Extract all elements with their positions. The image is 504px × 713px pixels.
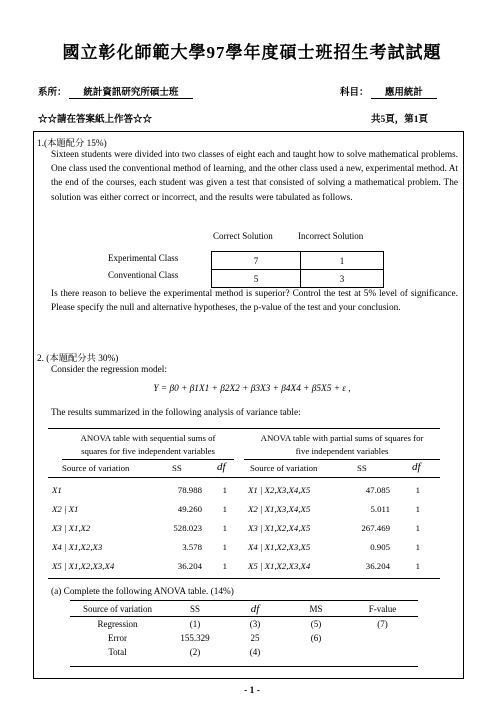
table-cell: 1 [415,522,420,533]
table-cell: 5.011 [370,503,390,514]
table-cell: (7) [377,619,388,629]
anova-top-rule [48,428,440,429]
table-row [52,537,227,556]
table-cell: 155.329 [180,633,210,643]
table-cell: X4 | X1,X2,X3,X5 [248,541,311,552]
table-header-row [70,602,418,617]
anova2-bottom-rule [70,666,418,667]
sequential-title [62,432,234,458]
department-line [38,84,193,99]
table-cell: 78.988 [177,484,202,495]
table-header: Source of variation [83,604,152,614]
table-cell: 1 [222,503,227,514]
table-cell: 1 [415,503,420,514]
q1-table [211,251,384,288]
page-info: 共5頁，第1頁 [371,115,429,125]
table-row [52,556,227,575]
part-col-source: Source of variation [250,463,318,473]
table-row [248,556,420,575]
table-cell: 1 [415,541,420,552]
partial-title-line2: five independent variables [295,446,389,456]
subject-label: 科目： [340,88,369,98]
table-cell: 1 [301,252,384,270]
table-cell [285,645,347,659]
table-row [52,480,227,499]
table-cell: (3) [249,619,261,629]
q2-heading: 2. (本題配分共 30%) [37,354,119,364]
table-cell: Error [108,633,127,643]
sequential-title-line2: squares for five independent variables [81,446,215,456]
table-cell: (1) [189,619,201,629]
table-header: df [250,603,260,615]
dept-label: 系所： [38,88,67,98]
seq-col-source: Source of variation [62,463,130,473]
table-cell: 25 [250,633,260,643]
seq-col-ss: SS [172,463,182,473]
table-cell: X5 | X1,X2,X3,X4 [248,560,311,571]
table-cell: 1 [222,541,227,552]
table-cell: Regression [97,619,138,629]
q1-question: Is there reason to believe the experimental method is superior? Control the test at 5% level of significance. Please specify the null and alternative hypotheses, the p-value of the test and your conclusion. [51,289,458,314]
q1-col-header-correct: Correct Solution [213,231,273,241]
table-cell: 36.204 [177,560,202,571]
table-cell: X2 | X1,X3,X4,X5 [248,503,311,514]
table-cell: X3 | X1,X2,X4,X5 [248,522,311,533]
table-cell: X1 | X2,X3,X4,X5 [248,484,311,495]
anova-header-rule [48,477,440,478]
table-cell: X5 | X1,X2,X3,X4 [52,560,115,571]
table-cell: 0.905 [370,541,390,552]
seq-col-df: df [217,461,226,473]
table-cell: 3.578 [182,541,202,552]
table-row [248,499,420,518]
table-cell: X3 | X1,X2 [52,522,91,533]
table-cell: 1 [222,484,227,495]
part-col-df: df [412,461,421,473]
regression-model: Y = β0 + β1X1 + β2X2 + β3X3 + β4X4 + β5X5 + ε , [153,384,351,394]
anova-bottom-rule [48,578,440,579]
anova2-top-rule [70,600,418,601]
sequential-sub-rule [62,459,234,460]
table-row [248,518,420,537]
partial-title [244,432,440,458]
q1-text: Sixteen students were divided into two classes of eight each and taught how to solve mathematical problems. One class used the conventional method of learning, and the other class used a new, experimental method. At the end of the courses, each student was given a test that consisted of solving a mathematical problem. The solution was either correct or incorrect, and the results were tabulated as follows. [51,150,458,203]
table-header: SS [189,604,200,614]
q2-intro: Consider the regression model: [51,365,167,375]
partial-sub-rule [244,459,440,460]
q1-heading: 1.(本題配分 15%) [37,139,107,149]
table-cell [347,631,418,645]
sequential-table [52,480,227,575]
table-row [248,537,420,556]
table-row [70,631,418,645]
q1-col-header-incorrect: Incorrect Solution [298,231,364,241]
table-cell: 1 [222,560,227,571]
table-cell: 1 [415,560,420,571]
table-cell: 47.085 [365,484,390,495]
table-cell: 1 [415,484,420,495]
table-row [52,499,227,518]
table-cell: X4 | X1,X2,X3 [52,541,103,552]
table-cell: (6) [310,633,322,643]
table-cell: X2 | X1 [52,503,79,514]
table-cell: (4) [249,647,261,657]
part-col-ss: SS [357,463,367,473]
table-cell: 528.023 [173,522,202,533]
table-cell: 49.260 [177,503,202,514]
table-row [248,480,420,499]
table-cell [347,645,418,659]
table-row [70,617,418,632]
q1-row-label-experimental: Experimental Class [108,253,179,263]
table-cell: (2) [189,647,201,657]
answer-note: ☆☆請在答案紙上作答☆☆ [38,115,153,125]
anova-table [70,602,418,659]
page-number: - 1 - [244,686,260,696]
table-header: F-value [368,604,397,614]
table-cell: 5 [212,270,301,288]
table-cell: X1 [52,484,62,495]
table-cell: 36.204 [365,560,390,571]
table-header: MS [309,604,323,614]
dept-value: 統計資訊研究所碩士班 [69,84,193,99]
table-cell: 1 [222,522,227,533]
subject-value: 應用統計 [371,84,437,99]
exam-title: 國立彰化師範大學97學年度碩士班招生考試試題 [62,43,442,62]
table-row [52,518,227,537]
q2-summary: The results summarized in the following analysis of variance table: [51,408,301,418]
table-cell: Total [108,647,127,657]
sequential-title-line1: ANOVA table with sequential sums of [80,433,216,443]
table-cell: 7 [212,252,301,270]
partial-table [248,480,420,575]
table-cell: (5) [310,619,322,629]
subject-line [340,84,437,99]
table-cell: 3 [301,270,384,288]
partial-title-line1: ANOVA table with partial sums of squares for [260,433,424,443]
part-a-text: (a) Complete the following ANOVA table. (14%) [51,587,234,597]
q1-row-label-conventional: Conventional Class [108,270,179,280]
table-row [70,645,418,659]
table-cell: 267.469 [361,522,390,533]
